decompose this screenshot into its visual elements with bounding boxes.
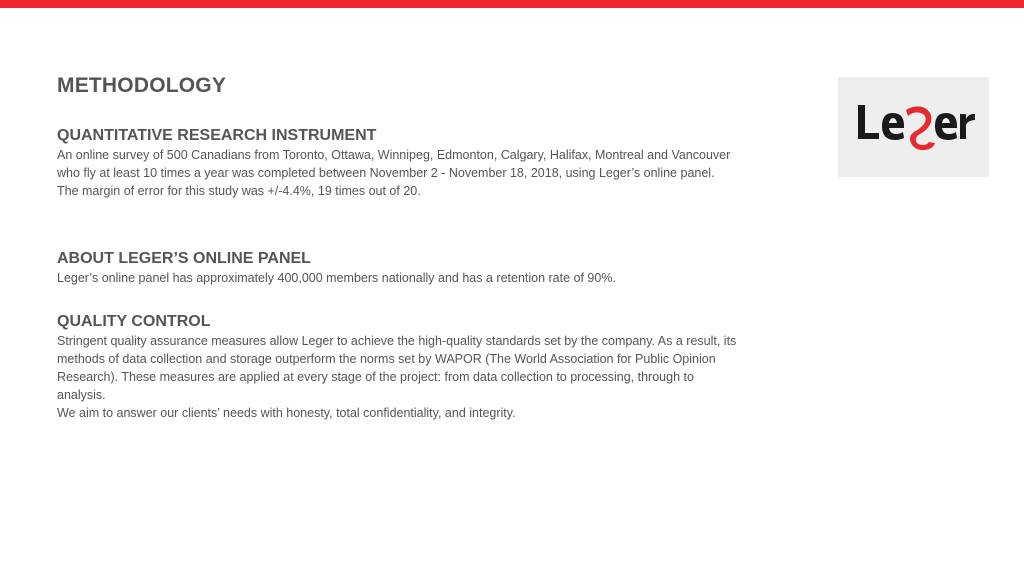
leger-logo-icon (838, 77, 989, 177)
section-heading: QUANTITATIVE RESEARCH INSTRUMENT (57, 127, 377, 144)
leger-logo (838, 77, 989, 177)
section-body: An online survey of 500 Canadians from Toronto, Ottawa, Winnipeg, Edmonton, Calgary, Halifax, Montreal and Vancouver who fly at least 10 times a year was completed between November 2 - November 18, 2018, using Leger’s online panel. The margin of error for this study was +/-4.4%, 19 times out of 20. (57, 148, 731, 198)
section-online-panel (57, 249, 817, 287)
section-heading: ABOUT LEGER’S ONLINE PANEL (57, 250, 311, 267)
section-research-instrument (57, 126, 817, 200)
section-heading: QUALITY CONTROL (57, 313, 211, 330)
page-title: METHODOLOGY (57, 74, 227, 97)
section-body: Leger’s online panel has approximately 400,000 members nationally and has a retention rate of 90%. (57, 271, 616, 285)
methodology-content (57, 72, 817, 422)
section-quality-control (57, 312, 817, 422)
top-accent-bar (0, 0, 1024, 8)
section-body: Stringent quality assurance measures allow Leger to achieve the high-quality standards set by the company. As a result, its methods of data collection and storage outperform the norms set by WAPOR (The World Association for Public Opinion Research). These measures are applied at every stage of the project: from data collection to processing, through to analysis. We aim to answer our clients’ needs with honesty, total confidentiality, and integrity. (57, 334, 737, 420)
